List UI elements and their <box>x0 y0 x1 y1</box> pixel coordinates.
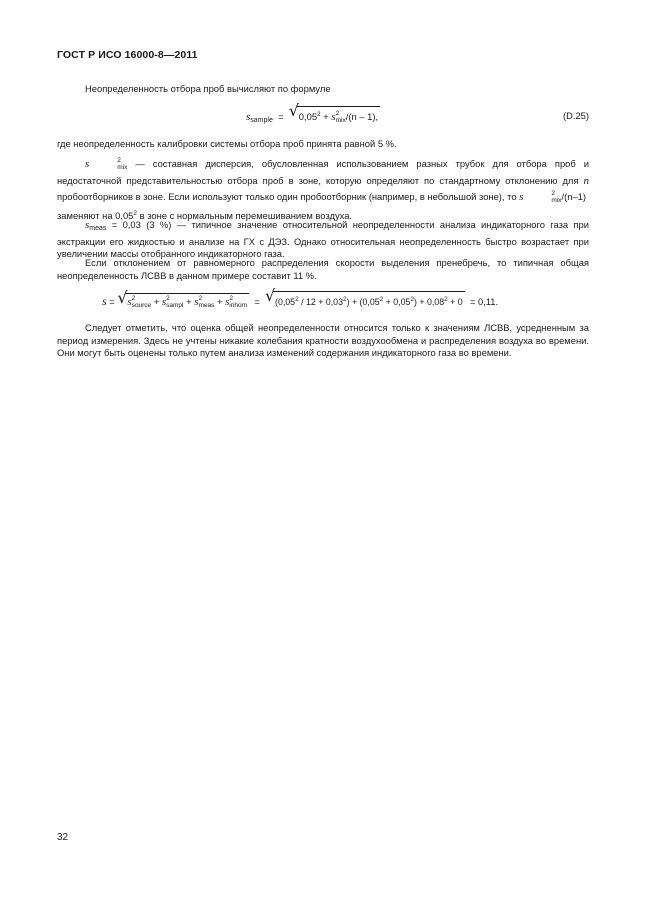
rhs-sup-5: 2 <box>444 296 448 303</box>
smeas-sub: meas <box>89 225 107 232</box>
t4-sup: 2 <box>229 295 233 303</box>
total-sqrt-left: √ s 2 source + s 2 sampl + s 2 meas + s 2 inhom <box>117 288 248 310</box>
plus-1: + <box>153 296 160 307</box>
smix-sup: 2 <box>117 157 121 165</box>
conclusion-paragraph: Следует отметить, что оценка общей неопределенности относится только к значениям ЛСВВ, усредненным за период измерения. Здесь не учтены никакие колебания кратности воздухообмена и распределения воздуха во времени. Они могут быть оценены только путем анализа изменений содержания индикаторного газа во времени. <box>57 322 589 359</box>
eq-term1-sup: 2 <box>317 111 321 118</box>
eq-sign: = <box>278 111 284 122</box>
smix-line3-sup: 2 <box>133 209 138 217</box>
t4-sub: inhom <box>229 302 248 310</box>
page-header: ГОСТ Р ИСО 16000-8—2011 <box>57 49 198 61</box>
total-sqrt-right: √ $(0,05^2 / 12 + 0,03^2) + (0,05^2 + 0,05^2) + 0,08^2 + 0$ <box>265 286 463 307</box>
smix-inline-sup: 2 <box>551 190 556 198</box>
total-lhs: s <box>102 294 107 308</box>
plus-3: + <box>217 296 223 307</box>
sqrt-sign: √ 0,05$^2$ + s 2 mix /(n – 1), <box>288 101 379 125</box>
total-eq-sign-2: = <box>254 296 260 307</box>
rhs-e: ) + 0,08 <box>414 297 445 307</box>
intro-paragraph: Неопределенность отбора проб вычисляют по формуле <box>85 83 331 94</box>
eq-term2-sup: 2 <box>335 110 340 118</box>
rhs-b: / 12 + 0,03 <box>298 297 343 307</box>
smeas-var: s <box>85 219 90 231</box>
rhs-d: + 0,05 <box>383 297 411 307</box>
t1-sup: 2 <box>131 295 136 303</box>
smix-line3-b: в зоне с нормальным перемешиванием воздуха. <box>137 209 353 221</box>
smix-definition <box>57 156 589 223</box>
eq-plus: + <box>323 111 329 122</box>
eq-lhs-var: s <box>246 111 251 123</box>
t3-sub: meas <box>198 302 215 310</box>
smix-line3-a: заменяют на 0,05 <box>57 209 134 221</box>
eq-term2-sub: mix <box>335 117 346 125</box>
eq-term2-var: s <box>331 111 336 123</box>
equation-number: (D.25) <box>562 110 589 121</box>
rhs-sup-2: 2 <box>342 296 347 303</box>
where-line: где неопределенность калибровки системы отбора проб принята равной 5 %. <box>57 138 397 149</box>
rhs-sup-1: 2 <box>295 296 299 303</box>
smix-text-a: — составная дисперсия, обусловленная использованием разных трубок для отбора проб и недостаточной представительностью отбора проб в зоне, которую определяют по стандартному отклонению для <box>57 158 589 186</box>
rhs-sup-3: 2 <box>379 296 384 303</box>
smeas-definition <box>57 219 589 261</box>
smeas-text: = 0,03 (3 %) — типичное значение относительной неопределенности анализа индикаторного газа при экстракции его жидкостью и анализе на ГХ с ДЭЗ. Однако относительная неопределенность быстро возрастает при увеличении массы отобранного индикаторного газа. <box>57 219 589 260</box>
smix-var: s <box>85 158 90 170</box>
plus-2: + <box>186 296 192 307</box>
t2-sub: sampl <box>166 302 184 310</box>
t2-sup: 2 <box>166 295 170 303</box>
equation-d25 <box>246 101 380 128</box>
equation-total <box>102 286 499 310</box>
rhs-f: + 0 <box>447 297 463 307</box>
eq-tail: /(n – 1), <box>345 111 379 122</box>
rhs-sup-4: 2 <box>410 296 415 303</box>
deviation-paragraph: Если отклонением от равномерного распределения скорости выделения пренебречь, то типичная общая неопределенность ЛСВВ в данном примере составит 11 %. <box>57 257 589 281</box>
total-eq-sign: = <box>109 296 115 307</box>
smix-n: n <box>583 174 589 187</box>
smix-sub: mix <box>117 164 128 172</box>
t3-sup: 2 <box>198 295 203 303</box>
eq-term1: 0,05 <box>298 111 318 122</box>
eq-lhs-sub: sample <box>250 117 273 124</box>
smix-inline-tail: /(n–1) <box>561 191 587 202</box>
smix-inline-sub: mix <box>551 197 562 205</box>
rhs-a: (0,05 <box>275 297 296 307</box>
rhs-c: ) + (0,05 <box>346 297 380 307</box>
page-number: 32 <box>57 832 69 843</box>
total-result: = 0,11. <box>469 296 499 307</box>
t1-sub: source <box>131 302 152 310</box>
smix-inline-var: s <box>519 191 524 203</box>
smix-text-b: пробоотборников в зоне. Если используют только один пробоотборник (например, в небольшой зоне), то <box>57 191 520 202</box>
